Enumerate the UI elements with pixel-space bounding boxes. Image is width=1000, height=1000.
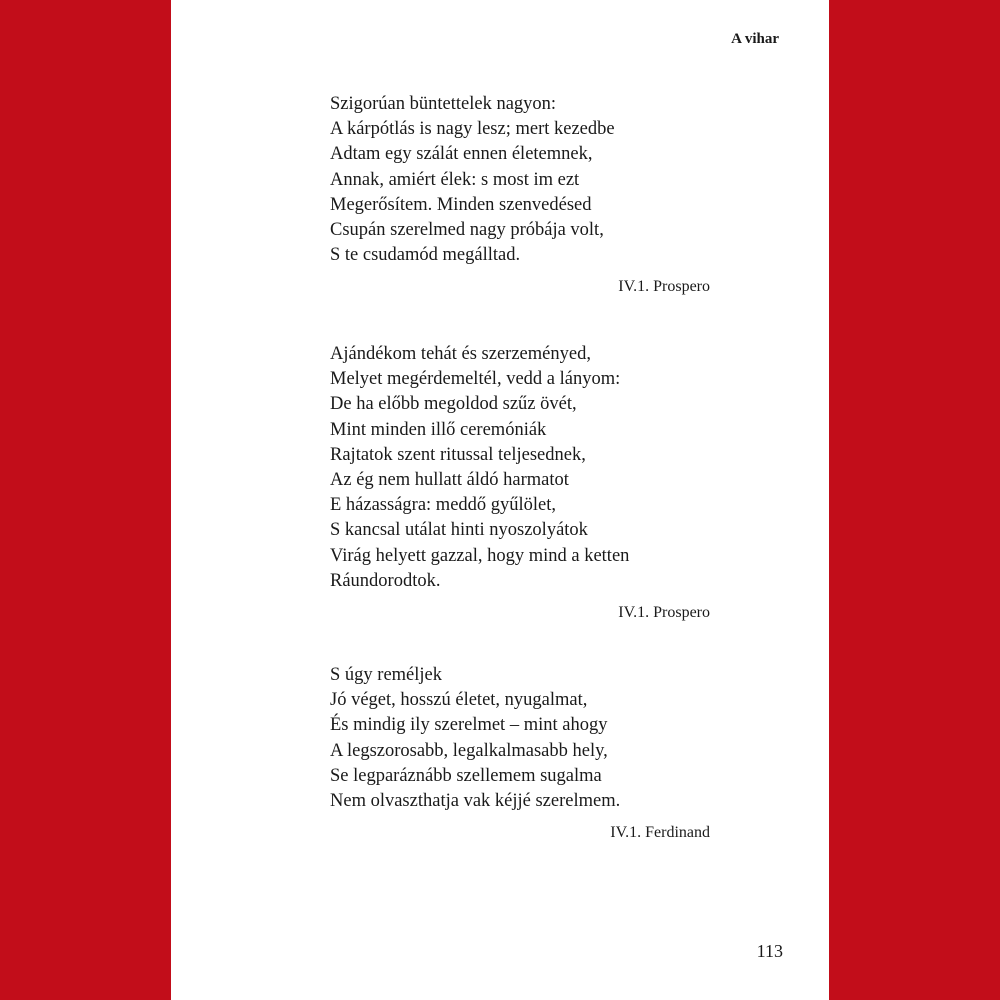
stanza-lines bbox=[330, 92, 710, 268]
poem-line: Annak, amiért élek: s most im ezt bbox=[330, 169, 580, 190]
book-page bbox=[171, 0, 829, 1000]
stanza-lines bbox=[330, 342, 710, 594]
running-head: A vihar bbox=[731, 31, 779, 47]
poem-line: E házasságra: meddő gyűlölet, bbox=[330, 495, 557, 516]
poem-line: Melyet megérdemeltél, vedd a lányom: bbox=[330, 369, 621, 390]
poem-line: Az ég nem hullatt áldó harmatot bbox=[330, 470, 569, 491]
poem-line: Rajtatok szent ritussal teljesednek, bbox=[330, 444, 586, 465]
poem-line: Ajándékom tehát és szerzeményed, bbox=[330, 344, 591, 364]
poem-line: S kancsal utálat hinti nyoszolyátok bbox=[330, 520, 588, 541]
poem-line: Virág helyett gazzal, hogy mind a ketten bbox=[330, 545, 630, 566]
attribution: IV.1. Prospero bbox=[618, 604, 710, 622]
attribution: IV.1. Prospero bbox=[618, 278, 710, 296]
poem-line: S úgy reméljek bbox=[330, 665, 443, 685]
poem-line: Jó véget, hosszú életet, nyugalmat, bbox=[330, 690, 588, 711]
poem-line: Ráundorodtok. bbox=[330, 570, 441, 591]
poem-line: És mindig ily szerelmet – mint ahogy bbox=[330, 715, 608, 736]
poem-line: Mint minden illő ceremóniák bbox=[330, 419, 547, 440]
stanza-lines bbox=[330, 663, 710, 814]
poem-line: Adtam egy szálát ennen életemnek, bbox=[330, 144, 593, 165]
poem-line: Szigorúan büntettelek nagyon: bbox=[330, 94, 557, 114]
poem-line: A legszorosabb, legalkalmasabb hely, bbox=[330, 740, 608, 761]
poem-line: De ha előbb megoldod szűz övét, bbox=[330, 394, 577, 415]
poem-line: Se legparáznább szellemem sugalma bbox=[330, 765, 602, 786]
stanza-3 bbox=[330, 663, 710, 842]
page-number: 113 bbox=[756, 941, 783, 961]
poem-line: S te csudamód megálltad. bbox=[330, 245, 521, 266]
poem-line: Nem olvaszthatja vak kéjjé szerelmem. bbox=[330, 791, 621, 812]
poem-line: Csupán szerelmed nagy próbája volt, bbox=[330, 220, 604, 241]
poem-line: Megerősítem. Minden szenvedésed bbox=[330, 194, 592, 215]
stanza-2 bbox=[330, 342, 710, 622]
poem-line: A kárpótlás is nagy lesz; mert kezedbe bbox=[330, 119, 615, 140]
stanza-1 bbox=[330, 92, 710, 296]
attribution: IV.1. Ferdinand bbox=[610, 824, 710, 842]
